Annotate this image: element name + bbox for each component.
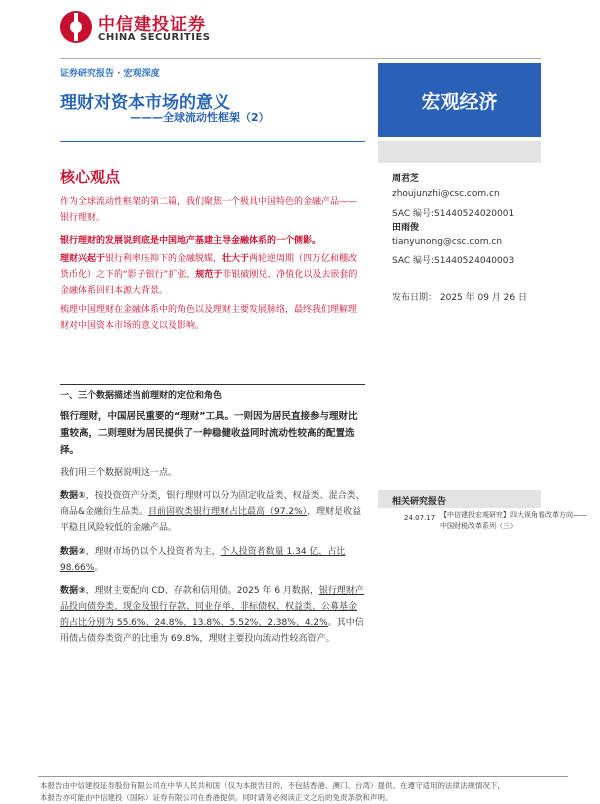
report-subtitle: ———全球流动性框架（2） — [130, 111, 270, 124]
left-column-divider — [60, 141, 365, 142]
company-logo — [60, 10, 212, 50]
author-1-sac: SAC 编号:S1440524020001 — [392, 209, 515, 219]
report-type: 证券研究报告 · 宏观深度 — [60, 69, 160, 79]
author-2-email[interactable]: tianyunong@csc.com.cn — [392, 237, 503, 247]
core-paragraph-2: 银行理财的发展说到底是中国地产基建主导金融体系的一个侧影。 — [60, 236, 322, 246]
report-title: 理财对资本市场的意义 — [60, 93, 230, 113]
footer-divider — [38, 776, 568, 777]
data-point-3: 数据③，理财主要配向 CD、存款和信用债。2025 年 6 月数据，银行理财产品投向债券类、现金及银行存款、同业存单、非标债权、权益类、公募基金的占比分别为 55.6%、24.8%、13.8%、5.52%、2.38%、4.2%。其中信用债占债券类资产的比重为 69.8%，理财主要投向流动性较高资产。 — [60, 586, 364, 644]
section-lead: 我们用三个数据说明这一点。 — [60, 468, 178, 478]
related-report-link[interactable]: 【中信建投宏观研究】四大视角看改革方向——中国财税改革系列（三） — [440, 511, 587, 530]
core-paragraph-4: 梳理中国理财在金融体系中的角色以及理财主要发展脉络，最终我们理解理财对中国资本市场的意义以及影响。 — [60, 305, 358, 331]
section-divider — [60, 384, 365, 385]
logo-chinese-name: 中信建投证券 — [98, 15, 206, 35]
section-title: 一、三个数据描述当前理财的定位和角色 — [60, 391, 223, 401]
category-banner: 宏观经济 — [378, 63, 541, 137]
author-2-sac: SAC 编号:S1440524040003 — [392, 256, 515, 266]
logo-english-name: CHINA SECURITIES — [98, 32, 211, 43]
related-research-title: 相关研究报告 — [392, 497, 447, 507]
core-view-title: 核心观点 — [60, 168, 121, 186]
header-divider — [60, 58, 541, 59]
core-paragraph-3: 理财兴起于银行利率压抑下的金融脱媒，壮大于两轮逆周期（四万亿和棚改货币化）之下的“影子银行”扩张，规范于非银破刚兑、净值化以及去嵌套的金融体系回归本源大背景。 — [60, 254, 358, 296]
author-1-email[interactable]: zhoujunzhi@csc.com.cn — [392, 189, 500, 199]
related-report-date: 24.07.17 — [404, 514, 436, 522]
right-column-header-bar — [378, 141, 541, 163]
data-point-1: 数据①，按投资资产分类，银行理财可以分为固定收益类、权益类、混合类、商品&金融衍生品类。目前固收类银行理财占比最高（97.2%），理财是收益平稳且风险较低的金融产品。 — [60, 491, 365, 533]
logo-emblem-icon — [60, 11, 92, 43]
disclaimer-line-2: 本报告亦可能由中信建投（国际）证券有限公司在香港提供。同时请务必阅读正文之后的免责条款和声明。 — [40, 793, 393, 802]
core-paragraph-1: 作为全球流动性框架的第二篇，我们聚焦一个极具中国特色的金融产品——银行理财。 — [60, 197, 358, 223]
disclaimer-footer — [40, 780, 570, 804]
author-1-name: 周君芝 — [392, 174, 420, 184]
disclaimer-line-1: 本报告由中信建投证券股份有限公司在中华人民共和国（仅为本报告目的，不包括香港、澳门、台湾）提供。在遵守适用的法律法规情况下， — [40, 781, 505, 790]
section-intro: 银行理财，中国居民重要的“理财”工具。一则因为居民直接参与理财比重较高，二则理财为居民提供了一种稳健收益同时流动性较高的配置选择。 — [60, 411, 358, 456]
publish-date: 发布日期： 2025 年 09 月 26 日 — [392, 293, 527, 303]
data-point-2: 数据②，理财市场仍以个人投资者为主，个人投资者数量 1.34 亿，占比 98.66%。 — [60, 547, 346, 573]
author-2-name: 田雨俊 — [392, 223, 420, 233]
